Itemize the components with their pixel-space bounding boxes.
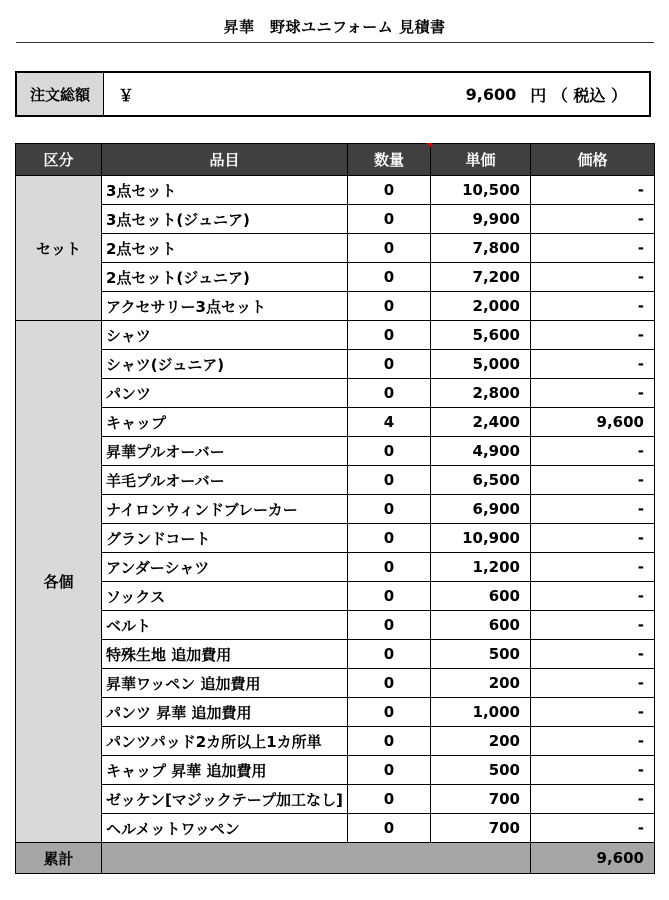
header-price: 価格: [531, 144, 655, 176]
table-row: [16, 408, 655, 437]
unit-price-cell: 200: [431, 727, 531, 756]
price-cell: -: [531, 669, 655, 698]
item-name-cell: 2点セット(ジュニア): [102, 263, 348, 292]
order-total-unit: 円 （ 税込 ）: [530, 85, 627, 105]
price-cell: -: [531, 176, 655, 205]
quantity-cell[interactable]: 0: [348, 698, 431, 727]
quantity-cell[interactable]: 0: [348, 727, 431, 756]
price-cell: -: [531, 611, 655, 640]
header-item: 品目: [102, 144, 348, 176]
order-total-box: [15, 71, 651, 117]
price-cell: -: [531, 640, 655, 669]
item-name-cell: パンツ: [102, 379, 348, 408]
unit-price-cell: 500: [431, 640, 531, 669]
unit-price-cell: 5,000: [431, 350, 531, 379]
quantity-cell[interactable]: 0: [348, 814, 431, 843]
item-name-cell: 昇華プルオーバー: [102, 437, 348, 466]
quantity-cell[interactable]: 0: [348, 379, 431, 408]
unit-price-cell: 200: [431, 669, 531, 698]
quantity-cell[interactable]: 0: [348, 205, 431, 234]
price-cell: -: [531, 553, 655, 582]
currency-symbol: ￥: [118, 85, 135, 105]
price-cell: -: [531, 437, 655, 466]
item-name-cell: 特殊生地 追加費用: [102, 640, 348, 669]
price-cell: -: [531, 698, 655, 727]
price-cell: 9,600: [531, 408, 655, 437]
unit-price-cell: 6,900: [431, 495, 531, 524]
table-row: [16, 698, 655, 727]
unit-price-cell: 10,900: [431, 524, 531, 553]
quantity-cell[interactable]: 0: [348, 292, 431, 321]
table-row: [16, 582, 655, 611]
table-row: [16, 553, 655, 582]
quantity-cell[interactable]: 0: [348, 234, 431, 263]
total-row-filler: [102, 843, 531, 874]
comment-marker: [426, 143, 431, 148]
item-name-cell: 3点セット: [102, 176, 348, 205]
category-cell: セット: [16, 176, 102, 321]
category-cell: 各個: [16, 321, 102, 843]
price-cell: -: [531, 756, 655, 785]
unit-price-cell: 600: [431, 582, 531, 611]
quantity-cell[interactable]: 0: [348, 437, 431, 466]
estimate-table: [15, 143, 655, 874]
table-row: [16, 321, 655, 350]
table-row: [16, 466, 655, 495]
item-name-cell: パンツ 昇華 追加費用: [102, 698, 348, 727]
table-row: [16, 611, 655, 640]
price-cell: -: [531, 292, 655, 321]
unit-price-cell: 600: [431, 611, 531, 640]
unit-price-cell: 6,500: [431, 466, 531, 495]
item-name-cell: パンツパッド2カ所以上1カ所単: [102, 727, 348, 756]
quantity-cell[interactable]: 0: [348, 350, 431, 379]
quantity-cell[interactable]: 0: [348, 553, 431, 582]
item-name-cell: グランドコート: [102, 524, 348, 553]
table-row: [16, 785, 655, 814]
table-row: [16, 205, 655, 234]
header-quantity: 数量: [348, 144, 431, 176]
table-header-row: [16, 144, 655, 176]
quantity-cell[interactable]: 0: [348, 263, 431, 292]
unit-price-cell: 9,900: [431, 205, 531, 234]
total-row: [16, 843, 655, 874]
quantity-cell[interactable]: 0: [348, 176, 431, 205]
unit-price-cell: 4,900: [431, 437, 531, 466]
unit-price-cell: 500: [431, 756, 531, 785]
price-cell: -: [531, 321, 655, 350]
table-row: [16, 524, 655, 553]
item-name-cell: アクセサリー3点セット: [102, 292, 348, 321]
unit-price-cell: 700: [431, 785, 531, 814]
price-cell: -: [531, 234, 655, 263]
quantity-cell[interactable]: 0: [348, 495, 431, 524]
table-row: [16, 495, 655, 524]
table-row: [16, 727, 655, 756]
table-row: [16, 756, 655, 785]
item-name-cell: ナイロンウィンドブレーカー: [102, 495, 348, 524]
price-cell: -: [531, 350, 655, 379]
table-row: [16, 292, 655, 321]
price-cell: -: [531, 524, 655, 553]
quantity-cell[interactable]: 0: [348, 640, 431, 669]
unit-price-cell: 7,200: [431, 263, 531, 292]
price-cell: -: [531, 495, 655, 524]
order-total-amount: 9,600: [465, 84, 517, 104]
item-name-cell: アンダーシャツ: [102, 553, 348, 582]
table-row: [16, 437, 655, 466]
header-unit-price: 単価: [431, 144, 531, 176]
price-cell: -: [531, 466, 655, 495]
price-cell: -: [531, 263, 655, 292]
quantity-cell[interactable]: 0: [348, 785, 431, 814]
table-row: [16, 350, 655, 379]
item-name-cell: 2点セット: [102, 234, 348, 263]
unit-price-cell: 1,000: [431, 698, 531, 727]
item-name-cell: ソックス: [102, 582, 348, 611]
quantity-cell[interactable]: 0: [348, 756, 431, 785]
unit-price-cell: 2,000: [431, 292, 531, 321]
unit-price-cell: 2,400: [431, 408, 531, 437]
price-cell: -: [531, 727, 655, 756]
quantity-cell[interactable]: 4: [348, 408, 431, 437]
quantity-cell[interactable]: 0: [348, 466, 431, 495]
item-name-cell: 昇華ワッペン 追加費用: [102, 669, 348, 698]
table-row: [16, 640, 655, 669]
table-row: [16, 669, 655, 698]
item-name-cell: シャツ(ジュニア): [102, 350, 348, 379]
quantity-cell[interactable]: 0: [348, 611, 431, 640]
unit-price-cell: 2,800: [431, 379, 531, 408]
quantity-cell[interactable]: 0: [348, 582, 431, 611]
table-row: [16, 814, 655, 843]
quantity-cell[interactable]: 0: [348, 524, 431, 553]
table-row: [16, 176, 655, 205]
order-total-label: 注文総額: [17, 73, 104, 115]
cumulative-total: 9,600: [531, 843, 655, 874]
title-underline: [16, 42, 654, 43]
unit-price-cell: 1,200: [431, 553, 531, 582]
table-row: [16, 379, 655, 408]
price-cell: -: [531, 785, 655, 814]
item-name-cell: キャップ: [102, 408, 348, 437]
price-cell: -: [531, 205, 655, 234]
item-name-cell: 羊毛プルオーバー: [102, 466, 348, 495]
price-cell: -: [531, 814, 655, 843]
item-name-cell: キャップ 昇華 追加費用: [102, 756, 348, 785]
item-name-cell: ゼッケン[マジックテープ加工なし]: [102, 785, 348, 814]
item-name-cell: ヘルメットワッペン: [102, 814, 348, 843]
item-name-cell: 3点セット(ジュニア): [102, 205, 348, 234]
unit-price-cell: 5,600: [431, 321, 531, 350]
item-name-cell: シャツ: [102, 321, 348, 350]
item-name-cell: ベルト: [102, 611, 348, 640]
table-row: [16, 234, 655, 263]
order-total-value: [178, 73, 649, 115]
quantity-cell[interactable]: 0: [348, 669, 431, 698]
header-category: 区分: [16, 144, 102, 176]
quantity-cell[interactable]: 0: [348, 321, 431, 350]
unit-price-cell: 10,500: [431, 176, 531, 205]
unit-price-cell: 7,800: [431, 234, 531, 263]
price-cell: -: [531, 582, 655, 611]
cumulative-label: 累計: [16, 843, 102, 874]
table-row: [16, 263, 655, 292]
price-cell: -: [531, 379, 655, 408]
document-title: 昇華 野球ユニフォーム 見積書: [223, 18, 446, 36]
unit-price-cell: 700: [431, 814, 531, 843]
